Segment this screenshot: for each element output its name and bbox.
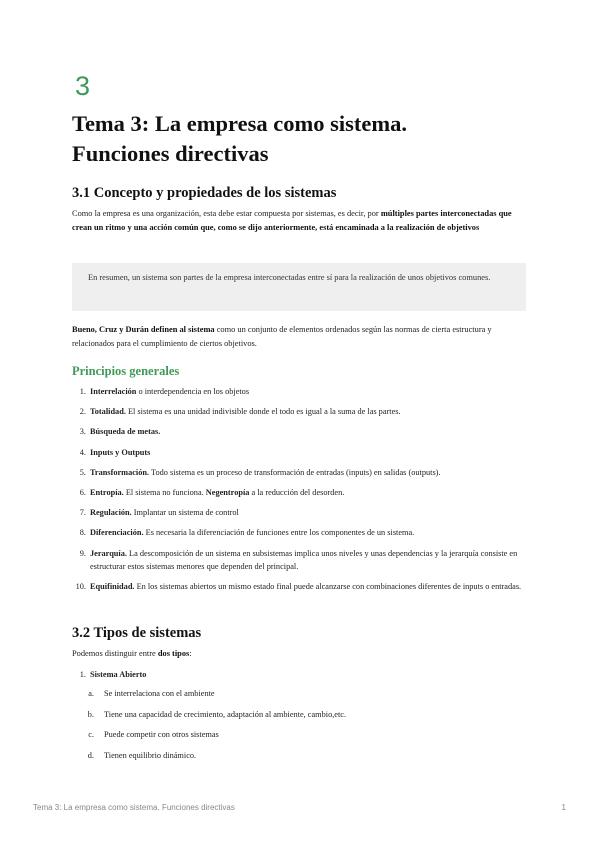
sub-list-item: a. Se interrelaciona con el ambiente	[88, 689, 215, 698]
list-item: 5. Transformación. Todo sistema es un proceso de transformación de entradas (inputs) en salidas (outputs).	[79, 467, 441, 477]
chapter-number: 3	[75, 71, 91, 101]
principles-list	[72, 385, 527, 594]
list-item: 10. Equifinidad. En los sistemas abiertos un mismo estado final puede alcanzarse con combinaciones diferentes de inputs o entradas.	[75, 582, 522, 592]
open-system-sublist	[80, 687, 535, 763]
list-item: 8. Diferenciación. Es necesaria la diferenciación de funciones entre los componentes de un sistema.	[79, 528, 415, 538]
title-line-2: Funciones directivas	[72, 141, 269, 166]
definition-paragraph	[72, 323, 527, 351]
list-item: 7. Regulación. Implantar un sistema de control	[79, 508, 239, 518]
section-1-heading: 3.1 Concepto y propiedades de los sistemas	[72, 185, 337, 201]
sub-list-item: c. Puede competir con otros sistemas	[88, 730, 219, 740]
list-item: 1. Interrelación o interdependencia en los objetos	[79, 387, 250, 396]
title-line-1: Tema 3: La empresa como sistema.	[72, 111, 407, 136]
section-2-intro: Podemos distinguir entre dos tipos:	[72, 649, 192, 658]
list-item: 2. Totalidad. El sistema es una unidad indivisible donde el todo es igual a la suma de las partes.	[79, 407, 401, 417]
section-1-intro	[72, 207, 527, 235]
sub-list-item: d. Tienen equilibrio dinámico.	[87, 751, 197, 761]
page-number: 1	[561, 803, 566, 812]
section-2-heading: 3.2 Tipos de sistemas	[72, 625, 202, 641]
definition-bold: Bueno, Cruz y Durán definen al sistema	[72, 325, 215, 334]
list-item: 9. Jerarquía. La descomposición de un sistema en subsistemas implica unos niveles y unas dependencias y la jerarquía consiste en estructurar estos sistemas menores que dependen del principal.	[79, 548, 518, 572]
summary-callout: En resumen, un sistema son partes de la empresa interconectadas entre sí para la realización de unos objetivos comunes.	[72, 263, 526, 311]
sub-list-item: b. Tiene una capacidad de crecimiento, adaptación al ambiente, cambio,etc.	[87, 709, 347, 719]
definition-text: como un conjunto de elementos ordenados según las normas de cierta estructura y relacionados para el cumplimiento de ciertos objetivos.	[72, 325, 492, 348]
list-item: 6. Entropía. El sistema no funciona. Negentropía a la reducción del desorden.	[79, 488, 345, 498]
system-types-list	[72, 668, 527, 681]
list-item: 1. Sistema Abierto	[79, 670, 147, 679]
page-title	[72, 109, 542, 169]
list-item: 3. Búsqueda de metas.	[79, 427, 161, 437]
list-item: 4. Inputs y Outputs	[79, 447, 151, 457]
page-footer	[33, 803, 566, 812]
intro-bold-text: múltiples partes interconectadas que crean un ritmo y una acción común que, como se dijo anteriormente, está encaminada a la realización de objetivos	[72, 209, 512, 232]
intro-text: Como la empresa es una organización, esta debe estar compuesta por sistemas, es decir, por	[72, 209, 381, 218]
principles-heading: Principios generales	[72, 364, 180, 378]
footer-text: Tema 3: La empresa como sistema. Funciones directivas	[33, 803, 235, 812]
